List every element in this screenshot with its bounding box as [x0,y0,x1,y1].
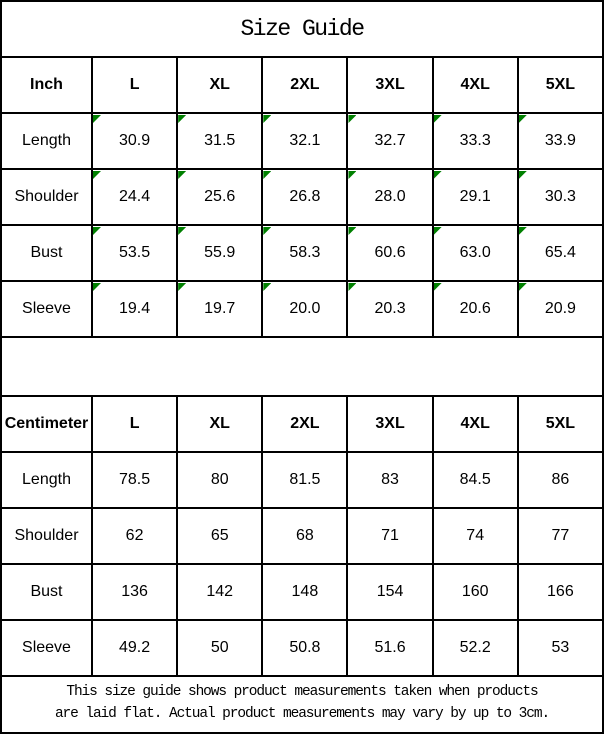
size-value: 154 [376,583,404,600]
green-corner-icon [519,171,527,179]
size-value: 55.9 [204,244,236,261]
disclaimer-line-1: This size guide shows product measurements taken when products [66,684,538,701]
size-value: 58.3 [289,244,321,261]
table-header-row [1,396,603,452]
size-cell [518,564,603,620]
size-cell [262,452,347,508]
size-value: 20.6 [459,300,491,317]
size-cell [518,281,603,337]
column-header-cell: 3XL [347,57,432,113]
title-box [0,0,604,56]
size-cell [518,169,603,225]
row-label: Shoulder [14,527,79,544]
size-value: 50.8 [289,639,321,656]
green-corner-icon [434,115,442,123]
size-value: 51.6 [374,639,406,656]
green-corner-icon [519,283,527,291]
column-header-cell: 4XL [433,396,518,452]
size-cell [177,508,262,564]
green-corner-icon [348,171,356,179]
size-cell [262,113,347,169]
size-value: 19.4 [119,300,151,317]
size-cell [347,564,432,620]
size-cell [177,169,262,225]
table-spacer [0,338,604,395]
size-cell [262,169,347,225]
size-value: 84.5 [459,471,491,488]
size-value: 33.9 [544,132,576,149]
size-value: 80 [210,471,229,488]
table-row [1,620,603,676]
green-corner-icon [434,227,442,235]
size-cell [347,169,432,225]
size-value: 25.6 [204,188,236,205]
size-value: 30.3 [544,188,576,205]
size-cell [262,508,347,564]
size-value: 50 [210,639,229,656]
size-value: 26.8 [289,188,321,205]
column-header-cell: XL [177,396,262,452]
table-row [1,169,603,225]
green-corner-icon [93,227,101,235]
column-header-cell: L [92,57,177,113]
row-label: Sleeve [22,639,71,656]
size-cell [433,452,518,508]
green-corner-icon [178,171,186,179]
size-value: 20.9 [544,300,576,317]
table-header-row [1,57,603,113]
row-label-cell [1,113,92,169]
size-value: 148 [291,583,319,600]
column-header-cell: 2XL [262,57,347,113]
size-value: 65.4 [544,244,576,261]
size-cell [433,508,518,564]
size-value: 63.0 [459,244,491,261]
table-row [1,564,603,620]
size-cell [433,620,518,676]
size-value: 83 [381,471,399,488]
row-label: Shoulder [14,188,79,205]
size-cell [433,113,518,169]
green-corner-icon [178,115,186,123]
size-value: 60.6 [374,244,406,261]
size-cell [347,225,432,281]
size-cell [347,281,432,337]
size-value: 86 [551,471,570,488]
size-value: 160 [461,583,489,600]
row-label-cell [1,508,92,564]
size-value: 71 [381,527,399,544]
size-value: 62 [125,527,144,544]
size-value: 74 [466,527,485,544]
size-cell [433,169,518,225]
row-label: Sleeve [22,300,71,317]
size-cell [92,281,177,337]
size-cell [433,281,518,337]
size-cell [518,620,603,676]
green-corner-icon [519,115,527,123]
green-corner-icon [263,171,271,179]
size-value: 136 [121,583,148,600]
size-cell [177,225,262,281]
column-header-cell: L [92,396,177,452]
row-label: Bust [30,583,63,600]
size-cell [262,281,347,337]
size-value: 49.2 [119,639,151,656]
green-corner-icon [263,115,271,123]
size-cell [177,620,262,676]
size-cell [518,225,603,281]
green-corner-icon [178,227,186,235]
size-value: 77 [551,527,570,544]
row-label: Bust [30,244,63,261]
green-corner-icon [519,227,527,235]
size-cell [92,225,177,281]
green-corner-icon [93,283,101,291]
size-cell [262,620,347,676]
row-label-cell [1,620,92,676]
size-value: 20.3 [374,300,406,317]
size-value: 32.1 [289,132,321,149]
green-corner-icon [263,227,271,235]
size-cell [262,225,347,281]
size-value: 24.4 [119,188,151,205]
table-row [1,452,603,508]
column-header-cell: 4XL [433,57,518,113]
green-corner-icon [93,171,101,179]
row-label-cell [1,225,92,281]
table-row [1,508,603,564]
size-cell [433,564,518,620]
green-corner-icon [348,227,356,235]
size-value: 53.5 [119,244,151,261]
column-header-cell: 2XL [262,396,347,452]
size-cell [92,169,177,225]
row-label-cell [1,564,92,620]
row-label: Length [22,132,71,149]
size-value: 31.5 [204,132,236,149]
size-cell [347,620,432,676]
unit-header-cell: Centimeter [1,396,92,452]
size-cell [92,113,177,169]
column-header-cell: 3XL [347,396,432,452]
size-cell [347,113,432,169]
green-corner-icon [434,283,442,291]
size-value: 20.0 [289,300,321,317]
size-cell [177,564,262,620]
green-corner-icon [263,283,271,291]
size-cell [177,113,262,169]
size-cell [177,452,262,508]
row-label-cell [1,452,92,508]
size-cell [92,564,177,620]
size-cell [433,225,518,281]
cm-size-table [0,395,604,677]
size-value: 65 [210,527,229,544]
size-value: 32.7 [374,132,406,149]
disclaimer-box [0,677,604,734]
green-corner-icon [93,115,101,123]
size-value: 30.9 [119,132,151,149]
size-cell [262,564,347,620]
size-cell [177,281,262,337]
size-cell [347,508,432,564]
size-value: 142 [206,583,234,600]
size-value: 33.3 [459,132,491,149]
row-label: Length [22,471,71,488]
green-corner-icon [348,283,356,291]
size-cell [92,452,177,508]
table-row [1,113,603,169]
size-value: 53 [551,639,570,656]
size-cell [347,452,432,508]
table-row [1,225,603,281]
size-value: 166 [547,583,574,600]
row-label-cell [1,281,92,337]
table-row [1,281,603,337]
size-value: 19.7 [204,300,236,317]
size-value: 29.1 [459,188,491,205]
size-value: 28.0 [374,188,406,205]
inch-size-table [0,56,604,338]
green-corner-icon [178,283,186,291]
row-label-cell [1,169,92,225]
disclaimer-line-2: are laid flat. Actual product measurements may vary by up to 3cm. [54,705,550,722]
size-cell [92,508,177,564]
size-value: 78.5 [119,471,151,488]
size-cell [92,620,177,676]
size-cell [518,113,603,169]
page-title: Size Guide [240,16,364,42]
green-corner-icon [348,115,356,123]
green-corner-icon [434,171,442,179]
size-value: 81.5 [289,471,321,488]
size-cell [518,508,603,564]
column-header-cell: XL [177,57,262,113]
size-value: 52.2 [459,639,491,656]
column-header-cell: 5XL [518,396,603,452]
size-cell [518,452,603,508]
column-header-cell: 5XL [518,57,603,113]
unit-header-cell: Inch [1,57,92,113]
size-value: 68 [295,527,314,544]
